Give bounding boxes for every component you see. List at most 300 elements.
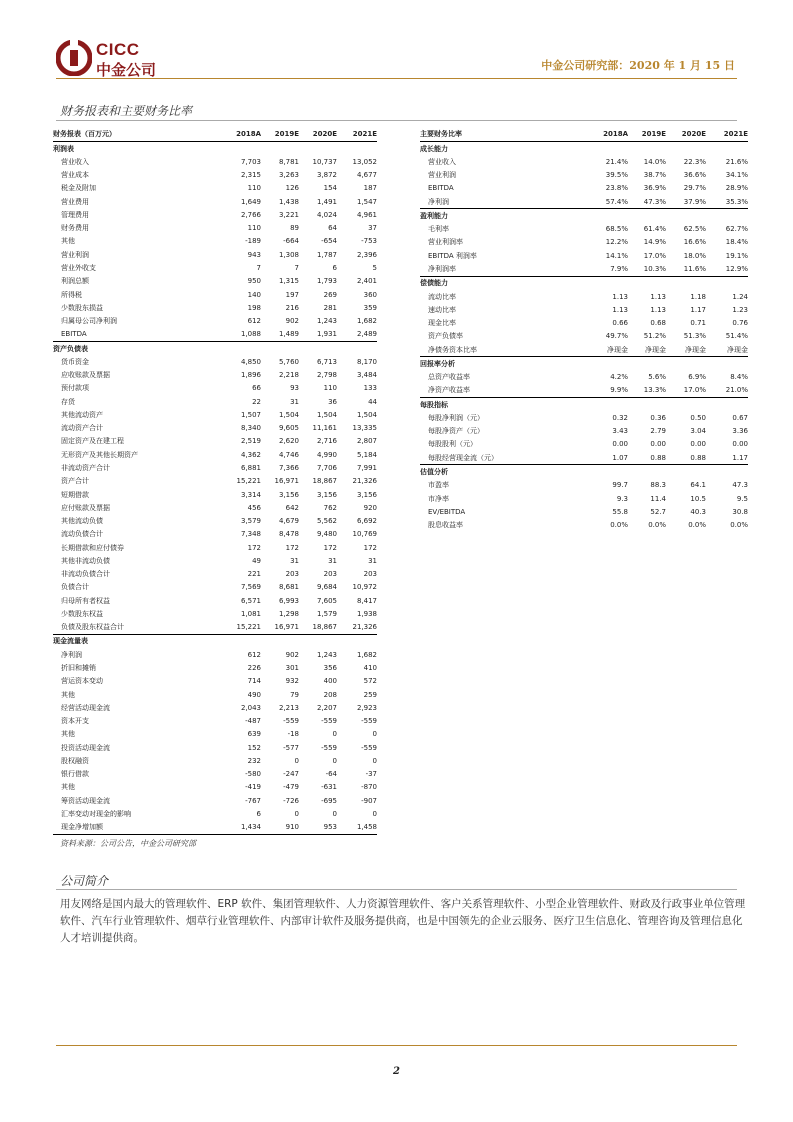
row-label: 所得税 <box>61 290 82 299</box>
table-header-year: 2021E <box>706 127 748 142</box>
row-value: 3,156 <box>316 490 337 499</box>
row-value: 639 <box>247 730 261 739</box>
row-value: 1,088 <box>221 328 261 342</box>
row-value: 11,161 <box>312 424 337 433</box>
row-value: 0 <box>332 809 337 818</box>
row-label: 无形资产及其他长期资产 <box>61 450 138 459</box>
section-label: 现金流量表 <box>53 637 88 646</box>
section-title-intro: 公司简介 <box>60 874 109 888</box>
row-value: 0.0% <box>688 521 706 530</box>
row-label: 其他 <box>61 690 75 699</box>
table-header-year: 2020E <box>299 127 337 142</box>
row-value: 18,867 <box>299 621 337 635</box>
row-value: 0 <box>372 730 377 739</box>
section-label: 成长能力 <box>420 144 448 153</box>
table-row <box>53 328 377 342</box>
row-value: 7,706 <box>316 464 337 472</box>
table-row <box>53 648 377 661</box>
row-label: 营运资本变动 <box>61 677 103 686</box>
row-label: 非流动资产合计 <box>61 464 110 472</box>
row-value: 2,396 <box>356 250 377 259</box>
row-value: 31 <box>290 397 299 406</box>
row-value: 1,489 <box>261 328 299 342</box>
table-row <box>53 728 377 741</box>
row-label: 其他流动资产 <box>61 410 103 419</box>
row-value: 5 <box>372 264 377 273</box>
logo-text-en: CICC <box>96 40 140 59</box>
row-value: 1,682 <box>356 317 377 326</box>
row-value: 7.9% <box>588 262 628 276</box>
row-value: 21,326 <box>352 477 377 486</box>
table-row <box>420 451 748 465</box>
row-value: 64 <box>328 224 337 233</box>
row-value: 0.71 <box>690 319 706 328</box>
section-rule <box>56 120 737 121</box>
row-value: 1.13 <box>650 305 666 314</box>
row-label: 资产合计 <box>61 477 89 486</box>
row-value: 187 <box>363 184 377 193</box>
table-header-year: 2020E <box>666 127 706 142</box>
section-title-financials: 财务报表和主要财务比率 <box>60 104 193 118</box>
row-value: 2,207 <box>316 703 337 712</box>
table-row <box>420 479 748 492</box>
row-value: 360 <box>363 290 377 299</box>
row-value: 1,547 <box>356 197 377 206</box>
table-row <box>420 492 748 505</box>
table-row <box>53 607 377 620</box>
row-label: 汇率变动对现金的影响 <box>61 809 131 818</box>
row-value: -559 <box>283 717 299 726</box>
row-value: 0 <box>372 809 377 818</box>
row-label: 每股净资产（元） <box>428 427 484 436</box>
row-value: 0.00 <box>650 440 666 449</box>
row-value: 10,737 <box>312 157 337 166</box>
row-value: 1.13 <box>612 292 628 301</box>
section-row <box>420 357 748 371</box>
row-value: 88.3 <box>650 481 666 490</box>
table-row <box>53 541 377 554</box>
row-value: 2,043 <box>240 703 261 712</box>
row-value: 36 <box>328 397 337 406</box>
row-value: -559 <box>361 717 377 726</box>
row-label: 少数股东权益 <box>61 609 103 618</box>
row-value: 3,221 <box>278 210 299 219</box>
row-value: 55.8 <box>612 507 628 516</box>
table-row <box>53 528 377 541</box>
row-label: 货币资金 <box>61 357 89 366</box>
section-row <box>53 142 377 156</box>
row-value: 4,362 <box>240 450 261 459</box>
row-value: -580 <box>245 770 261 779</box>
row-value: 714 <box>247 677 261 686</box>
table-row <box>53 661 377 674</box>
row-value: 19.1% <box>725 251 748 260</box>
table-row <box>53 261 377 274</box>
row-value: 12.2% <box>605 238 628 247</box>
row-value: 642 <box>285 503 299 512</box>
row-value: 44 <box>368 397 377 406</box>
row-label: 净利润率 <box>420 262 588 276</box>
row-value: 57.4% <box>588 195 628 209</box>
row-value: 197 <box>285 290 299 299</box>
row-value: 172 <box>285 543 299 552</box>
row-value: 943 <box>247 250 261 259</box>
row-label: 现金净增加额 <box>53 821 221 835</box>
table-row <box>53 621 377 635</box>
row-value: 2,807 <box>356 437 377 446</box>
row-value: -907 <box>361 796 377 805</box>
row-value: 1.13 <box>650 292 666 301</box>
row-value: -767 <box>245 796 261 805</box>
row-label: 净资产收益率 <box>420 384 588 398</box>
row-value: 2,489 <box>337 328 377 342</box>
row-value: 0 <box>294 809 299 818</box>
row-value: 10,972 <box>352 583 377 592</box>
row-label: EBITDA <box>53 328 221 342</box>
row-value: 31 <box>368 556 377 565</box>
row-label: 存货 <box>61 397 75 406</box>
row-value: 7,605 <box>316 596 337 605</box>
row-value: 4,677 <box>356 171 377 180</box>
footer-divider <box>56 1045 737 1046</box>
row-value: 3,156 <box>278 490 299 499</box>
row-value: 3,484 <box>356 371 377 380</box>
row-value: 1,434 <box>221 821 261 835</box>
row-value: 38.7% <box>643 171 666 180</box>
table-row <box>53 514 377 527</box>
row-value: 0 <box>372 756 377 765</box>
row-value: 110 <box>247 224 261 233</box>
row-value: 11.4 <box>650 494 666 503</box>
row-value: 21.0% <box>706 384 748 398</box>
table-row <box>53 488 377 501</box>
row-value: 2,923 <box>356 703 377 712</box>
section-row <box>420 209 748 223</box>
row-value: 0.66 <box>612 319 628 328</box>
row-value: 3.43 <box>612 427 628 436</box>
row-value: 221 <box>247 570 261 579</box>
row-value: 39.5% <box>605 171 628 180</box>
row-value: 99.7 <box>612 481 628 490</box>
row-value: 35.3% <box>706 195 748 209</box>
row-value: 400 <box>323 677 337 686</box>
row-value: 31 <box>328 556 337 565</box>
section-row <box>420 398 748 412</box>
row-value: 14.1% <box>605 251 628 260</box>
row-value: 1.18 <box>690 292 706 301</box>
row-label: 速动比率 <box>428 305 456 314</box>
row-value: 172 <box>363 543 377 552</box>
table-row <box>53 235 377 248</box>
row-value: 8.4% <box>730 373 748 382</box>
row-label: 每股净利润（元） <box>428 413 484 422</box>
row-value: -631 <box>321 783 337 792</box>
row-value: 2.79 <box>650 427 666 436</box>
row-value: 净现金 <box>666 343 706 357</box>
table-row <box>53 475 377 488</box>
row-value: 1,491 <box>316 197 337 206</box>
row-value: 9,605 <box>278 424 299 433</box>
section-label: 利润表 <box>53 144 74 153</box>
table-header-title: 财务报表（百万元） <box>53 127 221 142</box>
row-value: 61.4% <box>643 225 666 234</box>
row-value: 11.6% <box>666 262 706 276</box>
row-value: 6 <box>256 809 261 818</box>
row-value: 1,438 <box>278 197 299 206</box>
section-label: 回报率分析 <box>420 359 455 368</box>
row-value: 13,335 <box>352 424 377 433</box>
row-value: 1,504 <box>316 410 337 419</box>
row-label: 资本开支 <box>61 717 89 726</box>
row-value: 1,931 <box>299 328 337 342</box>
table-row <box>53 568 377 581</box>
section-label: 估值分析 <box>420 468 448 476</box>
source-note: 资料来源：公司公告，中金公司研究部 <box>60 839 196 848</box>
table-row <box>420 425 748 438</box>
row-value: -479 <box>283 783 299 792</box>
row-value: 6,571 <box>240 596 261 605</box>
row-label: 负债合计 <box>61 583 89 592</box>
row-label: 流动比率 <box>428 292 456 301</box>
row-value: 4,990 <box>316 450 337 459</box>
row-value: 140 <box>247 290 261 299</box>
row-value: 10,769 <box>352 530 377 539</box>
row-value: 216 <box>285 303 299 312</box>
row-value: 62.5% <box>683 225 706 234</box>
row-value: 68.5% <box>605 225 628 234</box>
row-value: 1.17 <box>690 305 706 314</box>
row-value: 3,872 <box>316 171 337 180</box>
row-value: -559 <box>361 743 377 752</box>
table-row <box>53 288 377 301</box>
row-value: 2,716 <box>316 437 337 446</box>
row-value: 110 <box>247 184 261 193</box>
row-label: 折旧和摊销 <box>61 663 96 672</box>
row-value: 953 <box>299 821 337 835</box>
row-value: 0 <box>332 730 337 739</box>
row-value: 1,507 <box>240 410 261 419</box>
table-row <box>420 438 748 451</box>
row-value: 920 <box>363 503 377 512</box>
row-label: 固定资产及在建工程 <box>61 437 124 446</box>
row-value: 0.68 <box>650 319 666 328</box>
row-value: 净现金 <box>588 343 628 357</box>
table-row <box>53 301 377 314</box>
table-row <box>53 807 377 820</box>
table-row <box>53 182 377 195</box>
row-value: 31 <box>290 556 299 565</box>
row-value: 1,243 <box>316 317 337 326</box>
section-row <box>420 142 748 156</box>
row-value: 49 <box>252 556 261 565</box>
row-label: 管理费用 <box>61 210 89 219</box>
row-value: 2,620 <box>278 437 299 446</box>
table-row <box>53 581 377 594</box>
table-header-year: 2019E <box>261 127 299 142</box>
row-value: 2,218 <box>278 371 299 380</box>
row-value: 356 <box>323 663 337 672</box>
row-value: 16.6% <box>683 238 706 247</box>
table-row <box>420 223 748 236</box>
row-label: 其他流动负债 <box>61 517 103 526</box>
row-value: 51.3% <box>683 332 706 341</box>
row-label: 少数股东损益 <box>61 303 103 312</box>
row-value: 5,184 <box>356 450 377 459</box>
table-row <box>53 314 377 327</box>
row-label: 流动负债合计 <box>61 530 103 539</box>
row-label: 应付账款及票据 <box>61 503 110 512</box>
row-value: 34.1% <box>725 171 748 180</box>
row-value: 932 <box>285 677 299 686</box>
row-label: 营业成本 <box>61 171 89 180</box>
row-value: 36.6% <box>683 171 706 180</box>
row-value: 1,308 <box>278 250 299 259</box>
row-label: 净利润 <box>420 195 588 209</box>
row-value: 2,315 <box>240 171 261 180</box>
row-label: 归属母公司净利润 <box>61 317 117 326</box>
row-value: 902 <box>285 650 299 659</box>
table-header-year: 2018A <box>221 127 261 142</box>
row-value: 4,746 <box>278 450 299 459</box>
row-label: 税金及附加 <box>61 184 96 193</box>
row-value: -577 <box>283 743 299 752</box>
row-value: 203 <box>323 570 337 579</box>
table-row <box>53 408 377 421</box>
page-number: 2 <box>393 1066 400 1077</box>
row-value: 9.5 <box>736 494 748 503</box>
row-value: 3,314 <box>240 490 261 499</box>
row-label: 其他 <box>61 237 75 246</box>
row-value: 51.2% <box>643 332 666 341</box>
table-row <box>420 262 748 276</box>
row-value: 198 <box>247 303 261 312</box>
row-value: 152 <box>247 743 261 752</box>
row-value: 8,781 <box>278 157 299 166</box>
table-row <box>53 688 377 701</box>
table-row <box>53 594 377 607</box>
row-value: 净现金 <box>628 343 666 357</box>
table-row <box>420 330 748 343</box>
row-value: 1,504 <box>356 410 377 419</box>
row-value: 3,263 <box>278 171 299 180</box>
row-value: 3,156 <box>356 490 377 499</box>
table-header-year: 2018A <box>588 127 628 142</box>
row-value: 15,221 <box>221 621 261 635</box>
table-row <box>420 303 748 316</box>
row-label: 其他 <box>61 730 75 739</box>
row-value: 7,348 <box>240 530 261 539</box>
row-value: -189 <box>245 237 261 246</box>
row-value: 47.3% <box>628 195 666 209</box>
table-row <box>53 767 377 780</box>
table-row <box>420 155 748 168</box>
row-value: 10.3% <box>628 262 666 276</box>
row-value: 126 <box>285 184 299 193</box>
row-label: 短期借款 <box>61 490 89 499</box>
table-row <box>53 714 377 727</box>
row-value: 1.24 <box>732 292 748 301</box>
row-value: 2,519 <box>240 437 261 446</box>
table-row <box>420 249 748 262</box>
row-value: 21.4% <box>605 157 628 166</box>
row-value: 14.9% <box>643 238 666 247</box>
section-label: 每股指标 <box>420 400 448 409</box>
row-value: 8,478 <box>278 530 299 539</box>
row-value: 2,401 <box>356 277 377 286</box>
row-value: 4.2% <box>610 373 628 382</box>
row-label: 净利润 <box>61 650 82 659</box>
row-value: 762 <box>323 503 337 512</box>
row-label: 营业费用 <box>61 197 89 206</box>
row-value: 15,221 <box>236 477 261 486</box>
row-value: 6.9% <box>688 373 706 382</box>
row-value: 13,052 <box>352 157 377 166</box>
row-value: 902 <box>285 317 299 326</box>
row-value: 89 <box>290 224 299 233</box>
row-value: 16,971 <box>261 621 299 635</box>
row-value: 1,243 <box>316 650 337 659</box>
row-label: EV/EBITDA <box>428 507 466 516</box>
row-value: 37 <box>368 224 377 233</box>
row-value: 0.88 <box>628 451 666 465</box>
row-value: 1,579 <box>316 609 337 618</box>
row-value: 14.0% <box>643 157 666 166</box>
row-label: 每股股利（元） <box>428 440 477 449</box>
row-value: 6,993 <box>278 596 299 605</box>
row-value: 2,766 <box>240 210 261 219</box>
row-value: -18 <box>287 730 299 739</box>
table-row <box>53 501 377 514</box>
section-label: 偿债能力 <box>420 279 448 288</box>
table-header-year: 2021E <box>337 127 377 142</box>
table-row <box>53 422 377 435</box>
table-row <box>53 435 377 448</box>
table-row <box>53 222 377 235</box>
row-value: 8,340 <box>240 424 261 433</box>
row-value: 22 <box>252 397 261 406</box>
row-value: 13.3% <box>628 384 666 398</box>
row-value: 47.3 <box>732 481 748 490</box>
table-row <box>420 316 748 329</box>
row-label: 筹资活动现金流 <box>61 796 110 805</box>
row-value: 0.76 <box>732 319 748 328</box>
row-label: 市净率 <box>428 494 449 503</box>
table-row <box>420 505 748 518</box>
section-row <box>420 276 748 290</box>
row-label: 营业收入 <box>61 157 89 166</box>
row-value: 456 <box>247 503 261 512</box>
row-value: 172 <box>247 543 261 552</box>
row-value: 2,798 <box>316 371 337 380</box>
row-value: 110 <box>323 384 337 393</box>
row-value: 7,991 <box>356 464 377 472</box>
table-row <box>53 395 377 408</box>
table-row <box>53 208 377 221</box>
row-value: 64.1 <box>690 481 706 490</box>
row-label: EBITDA <box>428 184 454 193</box>
row-value: 0.50 <box>690 413 706 422</box>
row-label: 负债及股东权益合计 <box>53 621 221 635</box>
row-value: 7,703 <box>240 157 261 166</box>
row-value: 0.00 <box>690 440 706 449</box>
row-value: -37 <box>365 770 377 779</box>
table-row <box>53 382 377 395</box>
row-value: 9,684 <box>316 583 337 592</box>
row-value: 10.5 <box>690 494 706 503</box>
row-value: 154 <box>323 184 337 193</box>
row-value: 0.0% <box>648 521 666 530</box>
row-value: 1,896 <box>240 371 261 380</box>
